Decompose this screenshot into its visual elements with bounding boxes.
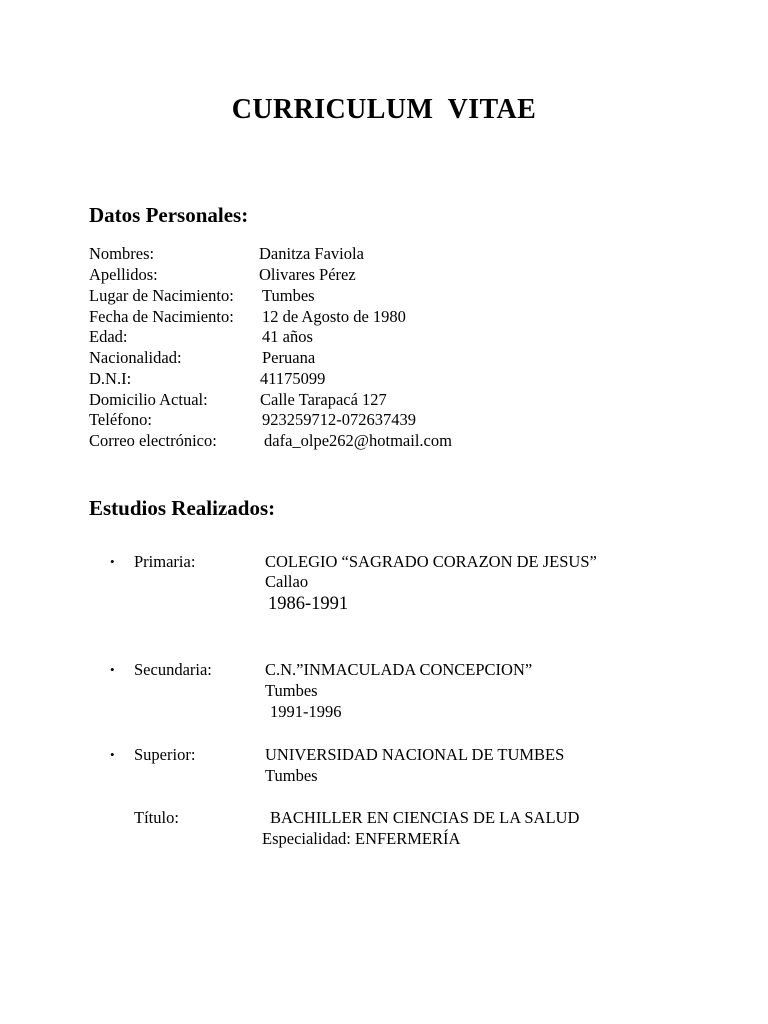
document-title: CURRICULUM VITAE [231, 94, 537, 125]
secundaria-label: Secundaria: [134, 660, 212, 679]
field-value: Olivares Pérez [259, 265, 356, 284]
field-label: Domicilio Actual: [89, 390, 208, 409]
field-label: Teléfono: [89, 410, 152, 429]
personal-data-heading: Datos Personales: [89, 203, 249, 227]
field-label: Nacionalidad: [89, 348, 182, 367]
field-label: Apellidos: [89, 265, 158, 284]
personal-row-nacionalidad [89, 347, 729, 368]
field-value: Danitza Faviola [259, 244, 364, 263]
personal-row-apellidos [89, 264, 729, 285]
field-value: Tumbes [262, 286, 315, 305]
field-value: 41 años [262, 327, 313, 346]
field-value: Peruana [262, 348, 316, 367]
personal-row-nombres [89, 243, 729, 264]
field-label: Correo electrónico: [89, 431, 217, 450]
field-value: Calle Tarapacá 127 [260, 390, 387, 409]
field-label: Lugar de Nacimiento: [89, 286, 234, 305]
field-label: Fecha de Nacimiento: [89, 307, 234, 326]
personal-row-telefono [89, 409, 729, 430]
primaria-city: Callao [265, 572, 309, 591]
field-value: 41175099 [260, 369, 326, 388]
field-label: Nombres: [89, 244, 155, 263]
field-value: 923259712-072637439 [262, 410, 416, 429]
titulo-label: Título: [134, 808, 179, 827]
personal-row-correo [89, 430, 729, 451]
field-value: dafa_olpe262@hotmail.com [264, 431, 452, 450]
titulo-value: BACHILLER EN CIENCIAS DE LA SALUD [270, 808, 580, 827]
bullet-icon: • [110, 554, 115, 569]
field-label: Edad: [89, 327, 128, 346]
superior-city: Tumbes [265, 766, 318, 785]
primaria-school: COLEGIO “SAGRADO CORAZON DE JESUS” [265, 552, 597, 571]
personal-row-fecha-nacimiento [89, 306, 729, 327]
superior-school: UNIVERSIDAD NACIONAL DE TUMBES [265, 745, 565, 764]
personal-row-domicilio [89, 389, 729, 410]
superior-label: Superior: [134, 745, 196, 764]
bullet-icon: • [110, 747, 115, 762]
titulo-specialty: Especialidad: ENFERMERÍA [262, 829, 461, 848]
personal-row-dni [89, 368, 729, 389]
secundaria-school: C.N.”INMACULADA CONCEPCION” [265, 660, 533, 679]
primaria-years: 1986-1991 [268, 594, 349, 614]
secundaria-years: 1991-1996 [270, 702, 342, 721]
field-value: 12 de Agosto de 1980 [262, 307, 406, 326]
field-label: D.N.I: [89, 369, 132, 388]
studies-heading: Estudios Realizados: [89, 496, 276, 520]
bullet-icon: • [110, 662, 115, 677]
personal-row-edad [89, 326, 729, 347]
primaria-label: Primaria: [134, 552, 196, 571]
secundaria-city: Tumbes [265, 681, 318, 700]
personal-row-lugar-nacimiento [89, 285, 729, 306]
